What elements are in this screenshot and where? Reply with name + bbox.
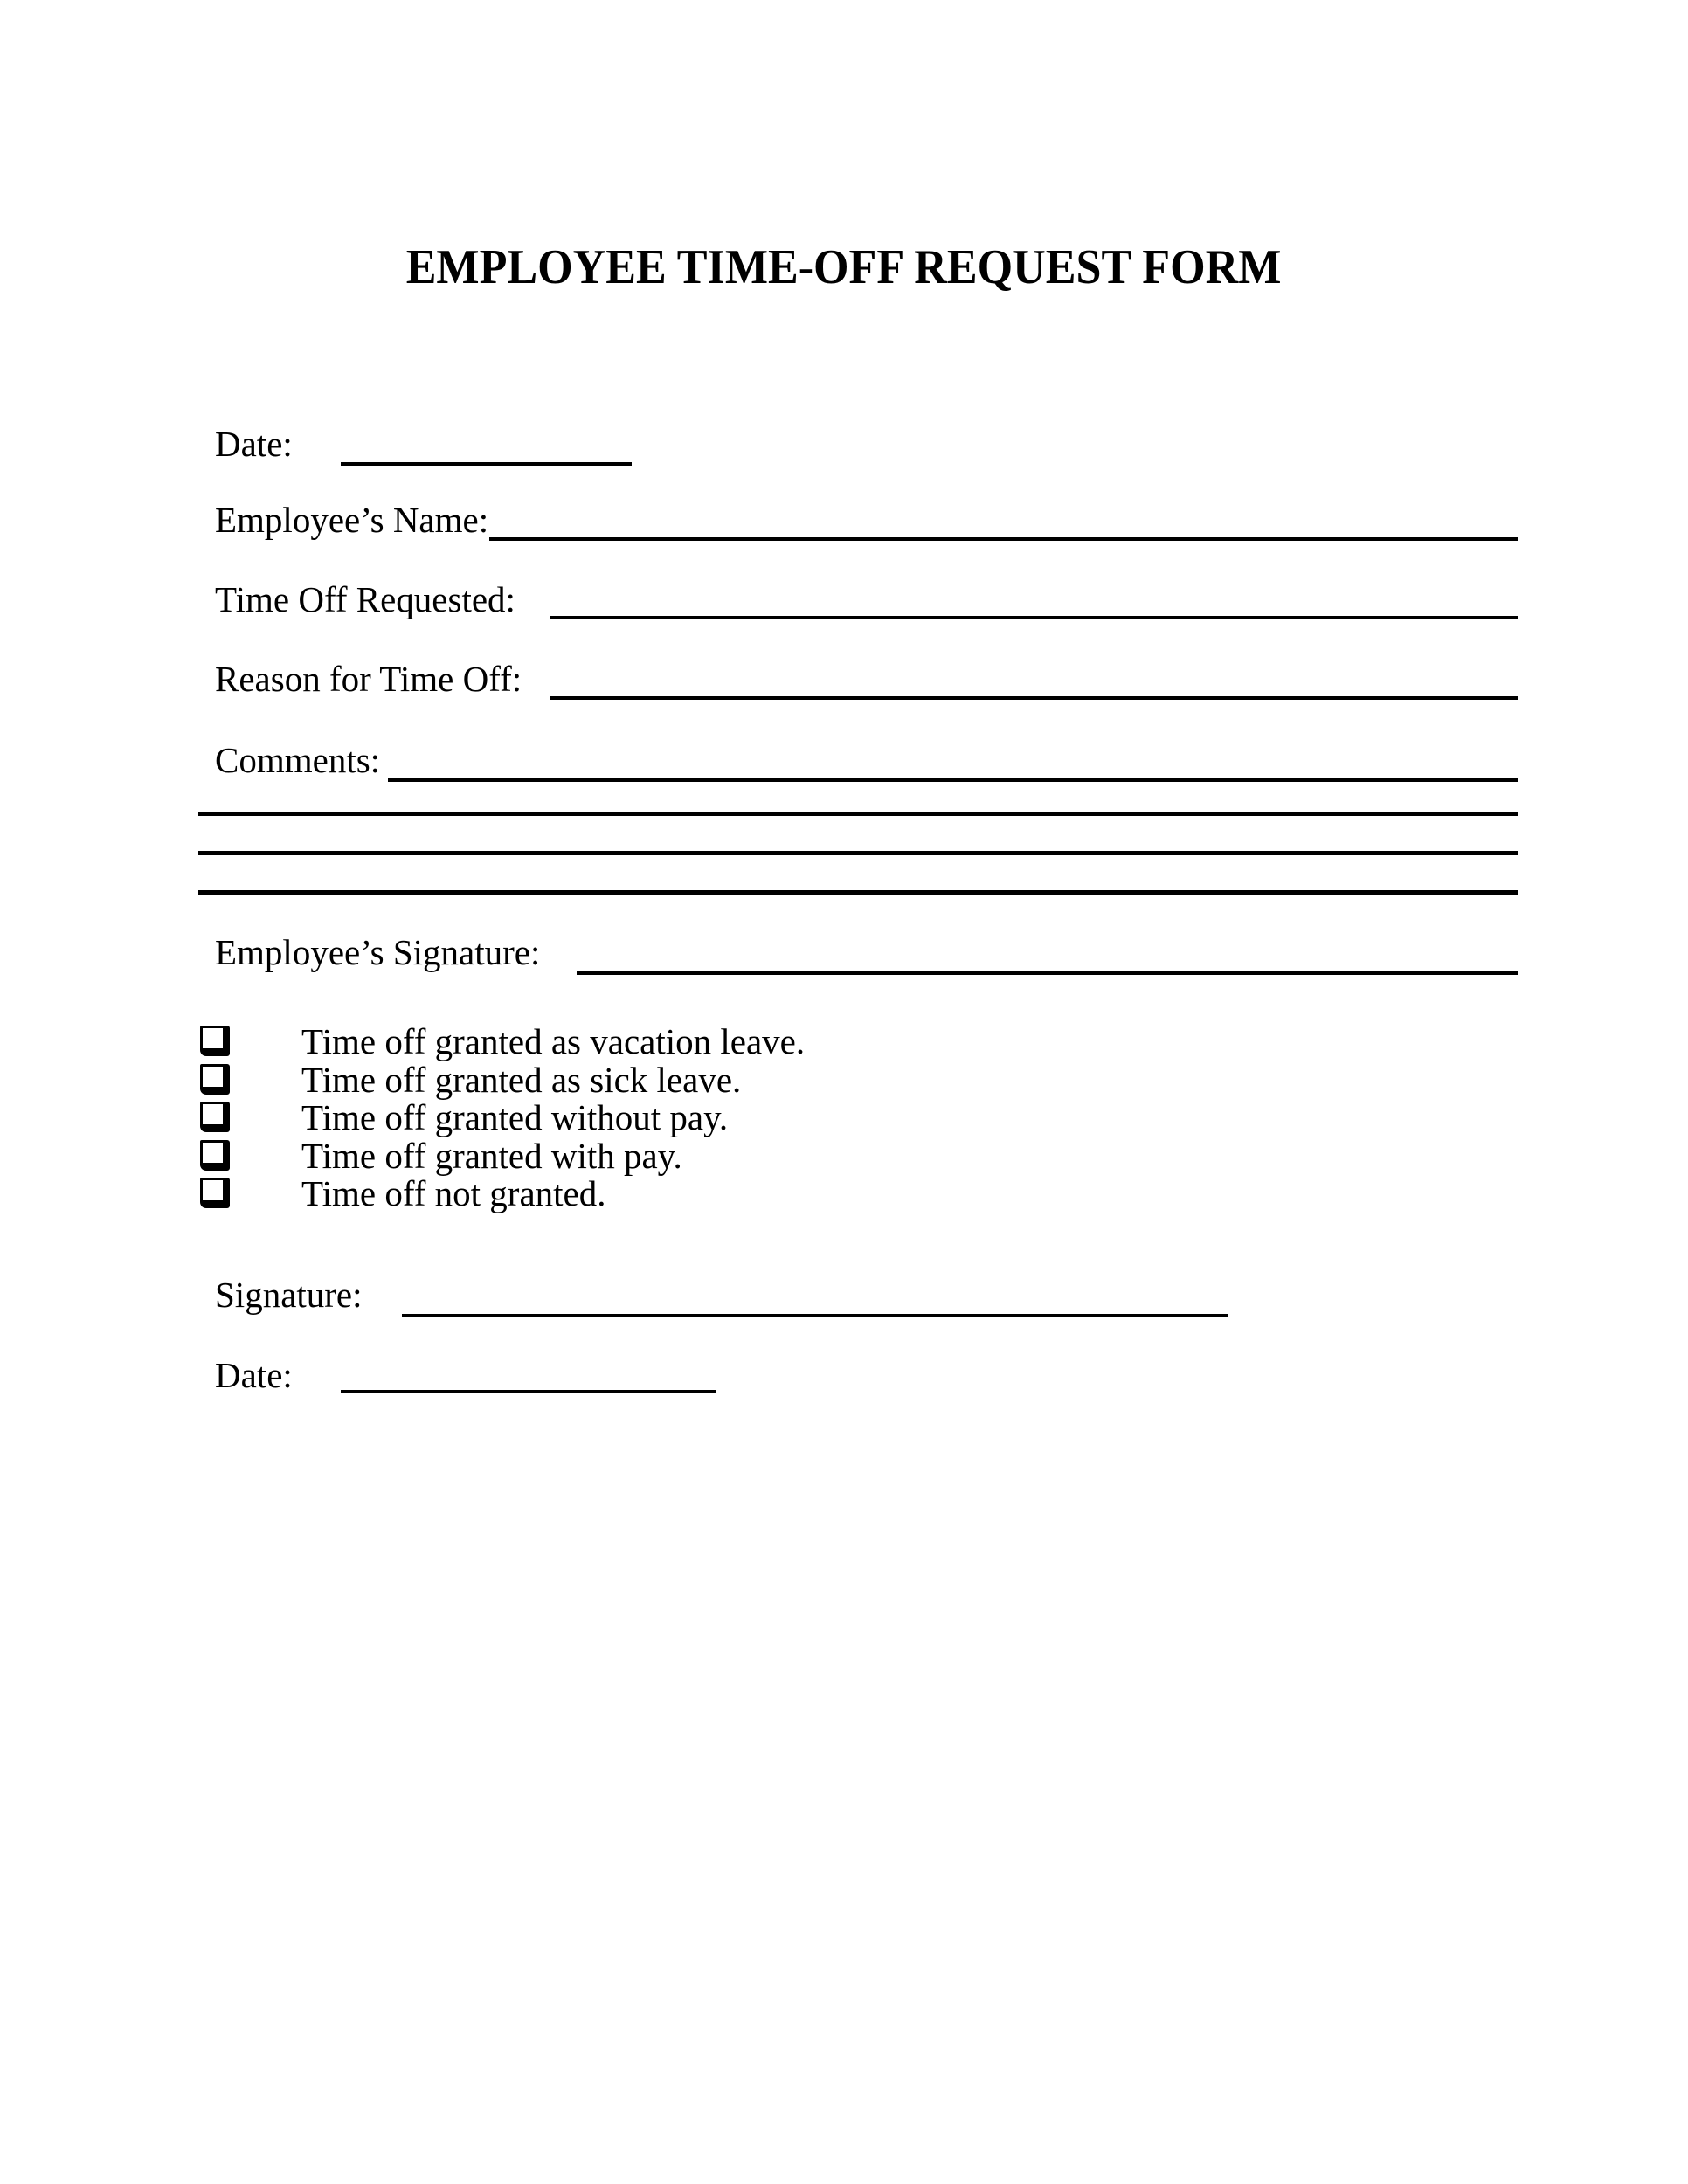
date-field-line[interactable] [341, 462, 632, 466]
approval-option-row [200, 1097, 805, 1138]
sick-leave-checkbox[interactable] [200, 1064, 230, 1095]
vacation-leave-checkbox[interactable] [200, 1026, 230, 1056]
comments-line-2[interactable] [198, 812, 1518, 816]
without-pay-option-label: Time off granted without pay. [301, 1097, 729, 1137]
date-label: Date: [215, 424, 293, 464]
with-pay-option-label: Time off granted with pay. [301, 1135, 682, 1176]
approval-option-row [200, 1135, 805, 1177]
approval-option-row [200, 1059, 805, 1101]
approver-signature-label: Signature: [215, 1275, 363, 1315]
employee-signature-label: Employee’s Signature: [215, 932, 541, 972]
comments-line-4[interactable] [198, 890, 1518, 895]
without-pay-checkbox[interactable] [200, 1102, 230, 1132]
employee-name-label: Employee’s Name: [215, 500, 489, 540]
not-granted-option-label: Time off not granted. [301, 1173, 606, 1213]
time-off-requested-label: Time Off Requested: [215, 579, 515, 619]
vacation-leave-option-label: Time off granted as vacation leave. [301, 1021, 806, 1061]
comments-line-3[interactable] [198, 851, 1518, 855]
with-pay-checkbox[interactable] [200, 1140, 230, 1171]
form-title [0, 240, 1688, 294]
approver-signature-field-line[interactable] [402, 1314, 1228, 1317]
approval-options-list [200, 1021, 806, 1214]
reason-for-time-off-field-line[interactable] [550, 696, 1518, 700]
comments-label: Comments: [215, 740, 381, 780]
employee-name-field-line[interactable] [489, 537, 1518, 541]
approver-date-label: Date: [215, 1355, 293, 1395]
sick-leave-option-label: Time off granted as sick leave. [301, 1059, 742, 1100]
employee-signature-field-line[interactable] [577, 971, 1518, 975]
not-granted-checkbox[interactable] [200, 1178, 230, 1208]
approver-date-field-line[interactable] [341, 1390, 716, 1393]
form-title-text: EMPLOYEE TIME-OFF REQUEST FORM [406, 240, 1282, 294]
comments-field-line[interactable] [388, 778, 1518, 782]
approval-option-row [200, 1173, 805, 1214]
reason-for-time-off-label: Reason for Time Off: [215, 659, 522, 699]
time-off-requested-field-line[interactable] [550, 616, 1518, 619]
approval-option-row [200, 1021, 806, 1062]
